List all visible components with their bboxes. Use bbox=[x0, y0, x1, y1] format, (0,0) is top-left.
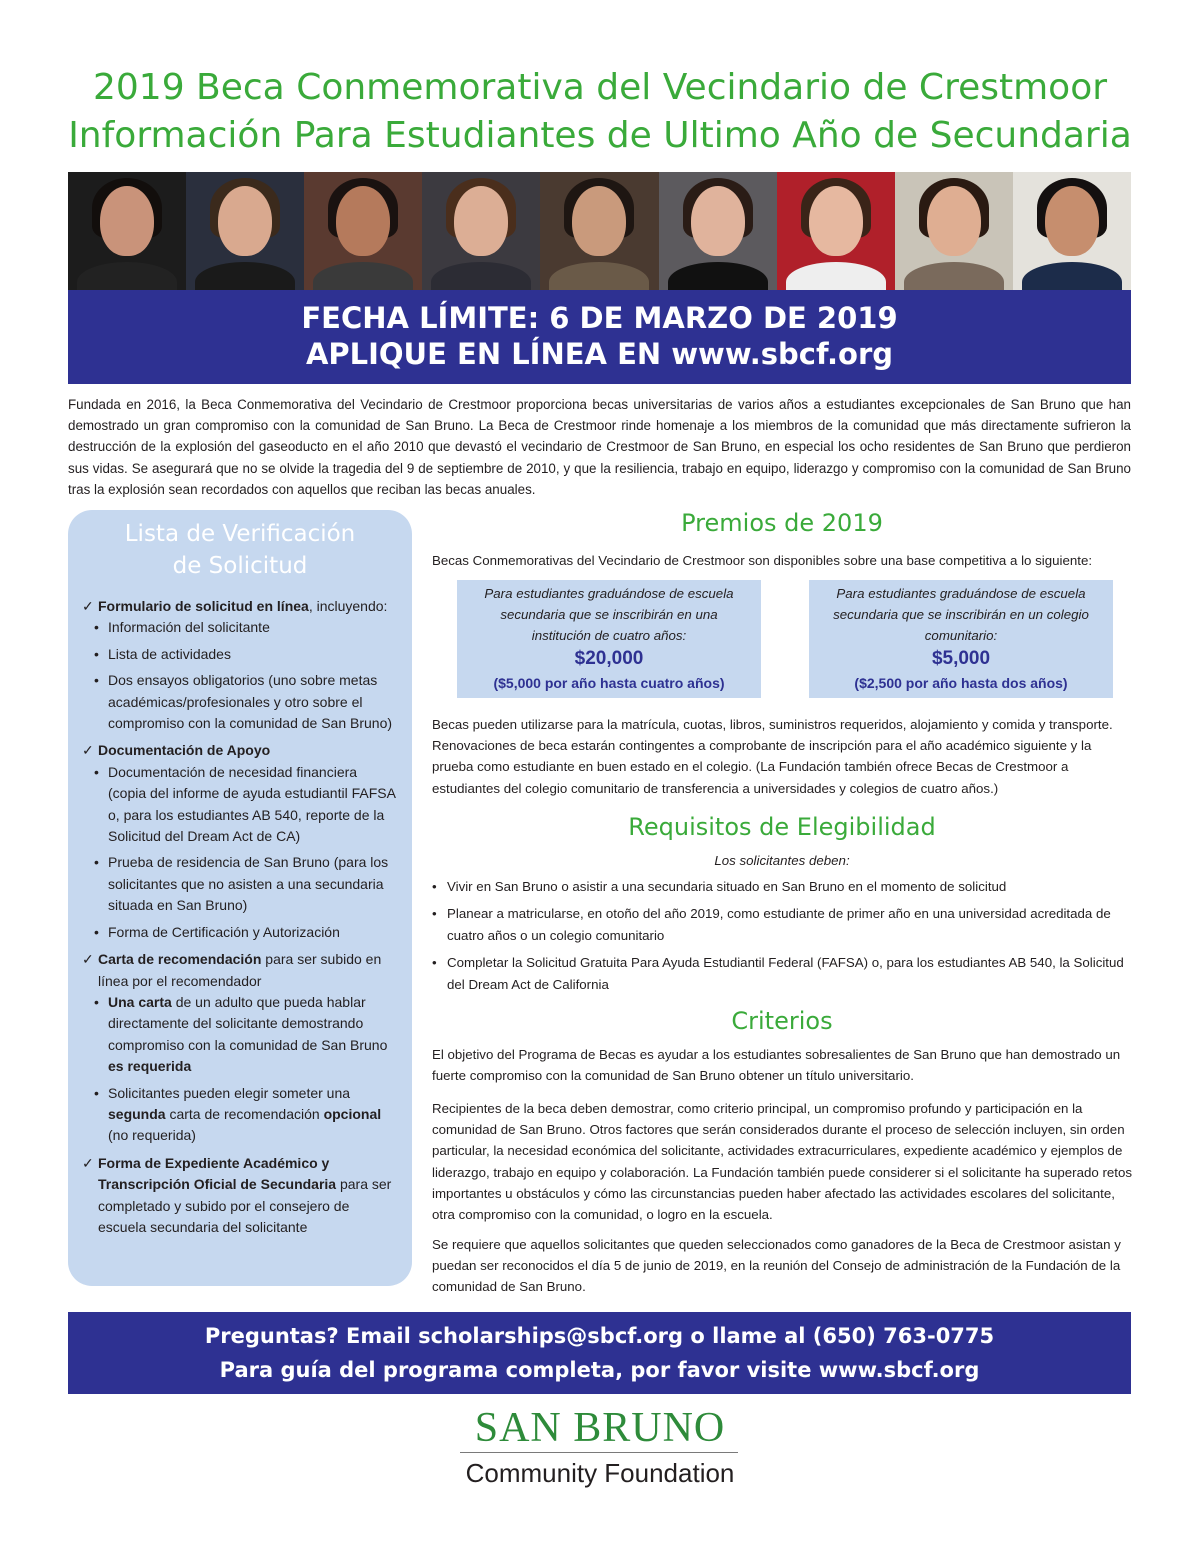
bullet-icon: • bbox=[432, 906, 437, 922]
portrait-shoulders bbox=[195, 262, 295, 290]
checklist-item-label: Forma de Expediente Académico y Transcripción Oficial de Secundaria bbox=[98, 1154, 337, 1193]
contact-banner bbox=[68, 1312, 1131, 1394]
award-condition: Para estudiantes graduándose de escuela secundaria que se inscribirán en una institución de cuatro años: bbox=[484, 586, 734, 643]
contact-text: Preguntas? Email scholarships@sbcf.org o llame al (650) 763-0775 bbox=[204, 1324, 995, 1348]
bullet-icon: • bbox=[94, 854, 99, 871]
checklist-item-online-form bbox=[82, 596, 398, 617]
student-photo bbox=[186, 172, 304, 290]
list-item-text: Información del solicitante bbox=[108, 619, 270, 636]
portrait-face bbox=[691, 186, 745, 256]
student-photo bbox=[777, 172, 895, 290]
checklist-sublist bbox=[82, 617, 398, 734]
portrait-face bbox=[809, 186, 863, 256]
list-item-text: Completar la Solicitud Gratuita Para Ayuda Estudiantil Federal (FAFSA) o, para los estudiantes AB 540, la Solicitud del Dream Act de California bbox=[447, 955, 1124, 992]
list-item bbox=[432, 952, 1132, 995]
checklist-item-supporting-docs bbox=[82, 740, 398, 761]
bullet-icon: • bbox=[94, 763, 99, 780]
list-item bbox=[82, 992, 398, 1078]
student-photo-strip bbox=[68, 172, 1131, 290]
student-photo bbox=[304, 172, 422, 290]
bullet-icon: • bbox=[94, 672, 99, 689]
award-community-college-box bbox=[809, 580, 1113, 698]
criteria-paragraph-2: Recipientes de la beca deben demostrar, como criterio principal, un compromiso profundo y participación en la comunidad de San Bruno. Otros factores que serán considerados durante el proceso de selección incluyen, sin orden particular, la necesidad económica del solicitante, actividades extracurriculares, expediente académico y ejemplos de liderazgo, trabajo en equipo y colaboración. La Fundación también puede considerer si el solicitante ha superado retos importantes u obstáculos y cómo las circunstancias pueden haber afectado las actividades escolares del solicitante, otra compromiso con la comunidad, o logro en la escuela. bbox=[432, 1101, 1133, 1223]
deadline-banner bbox=[68, 290, 1131, 384]
checklist-title bbox=[82, 518, 398, 582]
list-item bbox=[82, 762, 398, 848]
eligibility-lead: Los solicitantes deben: bbox=[714, 853, 850, 868]
list-item-text: carta de recomendación bbox=[165, 1105, 324, 1122]
criteria-paragraph-1: El objetivo del Programa de Becas es ayudar a los estudiantes sobresalientes de San Bruno que han demostrado un fuerte compromiso con la comunidad de San Bruno obtener un título universitario. bbox=[432, 1047, 1121, 1084]
document-title: 2019 Beca Conmemorativa del Vecindario de Crestmoor bbox=[92, 67, 1108, 108]
student-photo bbox=[895, 172, 1013, 290]
list-item-text: Documentación de necesidad financiera (copia del informe de ayuda estudiantil FAFSA o, para los estudiantes AB 540, reporte de la Solicitud del Dream Act de CA) bbox=[108, 763, 396, 845]
portrait-face bbox=[572, 186, 626, 256]
checklist-item-text: para ser subido en línea por el recomendador bbox=[98, 951, 382, 989]
checklist-sublist bbox=[82, 992, 398, 1147]
emphasis-text: Una carta bbox=[108, 993, 172, 1010]
award-amount: $20,000 bbox=[574, 648, 644, 669]
checklist-sublist bbox=[82, 762, 398, 943]
checklist-item-label: Formulario de solicitud en línea bbox=[98, 598, 309, 614]
student-photo bbox=[68, 172, 186, 290]
checklist-item-label: Carta de recomendación bbox=[98, 951, 262, 968]
list-item-text: Dos ensayos obligatorios (uno sobre metas académicas/profesionales y otro sobre el compromiso con la comunidad de San Bruno) bbox=[108, 672, 393, 732]
student-photo bbox=[1013, 172, 1131, 290]
list-item bbox=[432, 876, 1132, 897]
list-item bbox=[82, 852, 398, 916]
award-uses-paragraph: Becas pueden utilizarse para la matrícula, cuotas, libros, suministros requeridos, alojamiento y comida y transporte. Renovaciones de beca estarán contingentes a comprobante de inscripción para el año académico siguiente y la prueba como estudiante en buen estado en el colegio. (La Fundación también ofrece Becas de Crestmoor a estudiantes del colegio comunitario de transferencia a universidades y colegios de cuatro años.) bbox=[432, 717, 1113, 796]
award-amount: $5,000 bbox=[931, 648, 991, 669]
awards-heading: Premios de 2019 bbox=[681, 509, 883, 537]
list-item bbox=[82, 617, 398, 638]
eligibility-heading: Requisitos de Elegibilidad bbox=[628, 813, 936, 841]
checkmark-icon: ✓ bbox=[82, 598, 94, 614]
portrait-shoulders bbox=[904, 262, 1004, 290]
portrait-face bbox=[336, 186, 390, 256]
criteria-heading: Criterios bbox=[731, 1007, 833, 1035]
award-per-year: ($5,000 por año hasta cuatro años) bbox=[493, 675, 725, 691]
list-item bbox=[82, 670, 398, 734]
bullet-icon: • bbox=[94, 1084, 99, 1101]
list-item-text: de un adulto que pueda hablar directamente del solicitante demostrando compromiso con la comunidad de San Bruno bbox=[108, 993, 388, 1053]
checkmark-icon: ✓ bbox=[82, 742, 94, 759]
student-photo bbox=[422, 172, 540, 290]
portrait-shoulders bbox=[77, 262, 177, 290]
list-item-text: Solicitantes pueden elegir someter una bbox=[108, 1084, 351, 1101]
foundation-logo-subtitle: Community Foundation bbox=[465, 1458, 735, 1488]
list-item bbox=[82, 1083, 398, 1147]
logo-divider bbox=[460, 1452, 738, 1453]
portrait-face bbox=[1045, 186, 1099, 256]
emphasis-text: segunda bbox=[108, 1105, 166, 1122]
list-item bbox=[82, 644, 398, 665]
list-item-text: (no requerida) bbox=[108, 1127, 196, 1144]
portrait-shoulders bbox=[668, 262, 768, 290]
bullet-icon: • bbox=[94, 923, 99, 940]
bullet-icon: • bbox=[432, 955, 437, 971]
list-item-text: Planear a matricularse, en otoño del año 2019, como estudiante de primer año en una universidad acreditada de cuatro años o un colegio comunitario bbox=[447, 906, 1111, 943]
checklist-title-line1: Lista de Verificación bbox=[124, 521, 356, 547]
checklist-title-line2: de Solicitud bbox=[172, 553, 308, 579]
list-item bbox=[82, 922, 398, 943]
portrait-face bbox=[218, 186, 272, 256]
checklist-item-text: para ser completado y subido por el consejero de escuela secundaria del solicitante bbox=[98, 1176, 392, 1235]
list-item bbox=[432, 903, 1132, 946]
student-photo bbox=[540, 172, 658, 290]
portrait-shoulders bbox=[786, 262, 886, 290]
portrait-shoulders bbox=[549, 262, 649, 290]
award-per-year: ($2,500 por año hasta dos años) bbox=[854, 675, 1068, 691]
portrait-shoulders bbox=[313, 262, 413, 290]
criteria-paragraph-3: Se requiere que aquellos solicitantes que queden seleccionados como ganadores de la Beca de Crestmoor asistan y puedan ser reconocidos el día 5 de junio de 2019, en la reunión del Consejo de administración de la Fundación de la comunidad de San Bruno. bbox=[432, 1237, 1121, 1295]
apply-online-text: APLIQUE EN LÍNEA EN www.sbcf.org bbox=[305, 337, 894, 371]
bullet-icon: • bbox=[94, 993, 99, 1010]
eligibility-list bbox=[432, 876, 1132, 1001]
portrait-face bbox=[927, 186, 981, 256]
award-condition: Para estudiantes graduándose de escuela secundaria que se inscribirán en un colegio comunitario: bbox=[833, 586, 1089, 643]
checklist-item-label: Documentación de Apoyo bbox=[98, 742, 271, 759]
awards-intro: Becas Conmemorativas del Vecindario de Crestmoor son disponibles sobre una base competitiva a lo siguiente: bbox=[432, 553, 1093, 568]
checkmark-icon: ✓ bbox=[82, 1154, 94, 1171]
checklist-item-transcript bbox=[82, 1153, 398, 1239]
bullet-icon: • bbox=[432, 879, 437, 894]
list-item-text: Vivir en San Bruno o asistir a una secundaria situado en San Bruno en el momento de solicitud bbox=[447, 879, 1007, 894]
emphasis-text: opcional bbox=[323, 1105, 382, 1122]
portrait-shoulders bbox=[431, 262, 531, 290]
list-item-text: Prueba de residencia de San Bruno (para los solicitantes que no asisten a una secundaria situada en San Bruno) bbox=[108, 854, 389, 914]
student-photo bbox=[659, 172, 777, 290]
bullet-icon: • bbox=[94, 645, 99, 662]
document-subtitle: Información Para Estudiantes de Ultimo Año de Secundaria bbox=[68, 115, 1132, 156]
award-four-year-box bbox=[457, 580, 761, 698]
checklist-panel bbox=[68, 510, 412, 1286]
list-item-text: Lista de actividades bbox=[108, 645, 231, 662]
checklist-item-recommendation bbox=[82, 949, 398, 992]
bullet-icon: • bbox=[94, 619, 99, 636]
list-item-text: Forma de Certificación y Autorización bbox=[108, 923, 340, 940]
checkmark-icon: ✓ bbox=[82, 951, 94, 968]
foundation-logo-name: SAN BRUNO bbox=[474, 1405, 726, 1451]
portrait-face bbox=[100, 186, 154, 256]
intro-paragraph: Fundada en 2016, la Beca Conmemorativa del Vecindario de Crestmoor proporciona becas universitarias de varios años a estudiantes excepcionales de San Bruno que han demostrado un gran compromiso con la comunidad de San Bruno. La Beca de Crestmoor rinde homenaje a los miembros de la comunidad que más directamente sufrieron la destrucción de la explosión del gaseoducto en el año 2010 que devastó el vecindario de Crestmoor de San Bruno, en especial los ocho residentes de San Bruno que perdieron sus vidas. Se asegurará que no se olvide la tragedia del 9 de septiembre de 2010, y que la resiliencia, trabajo en equipo, liderazgo y compromiso con la comunidad de San Bruno tras la explosión sean recordados con aquellos que reciban las becas anuales. bbox=[68, 397, 1131, 497]
deadline-text: FECHA LÍMITE: 6 DE MARZO DE 2019 bbox=[301, 301, 898, 335]
checklist-item-text: , incluyendo: bbox=[308, 598, 388, 614]
portrait-shoulders bbox=[1022, 262, 1122, 290]
program-guide-text: Para guía del programa completa, por favor visite www.sbcf.org bbox=[219, 1358, 980, 1382]
emphasis-text: es requerida bbox=[108, 1058, 192, 1075]
portrait-face bbox=[454, 186, 508, 256]
